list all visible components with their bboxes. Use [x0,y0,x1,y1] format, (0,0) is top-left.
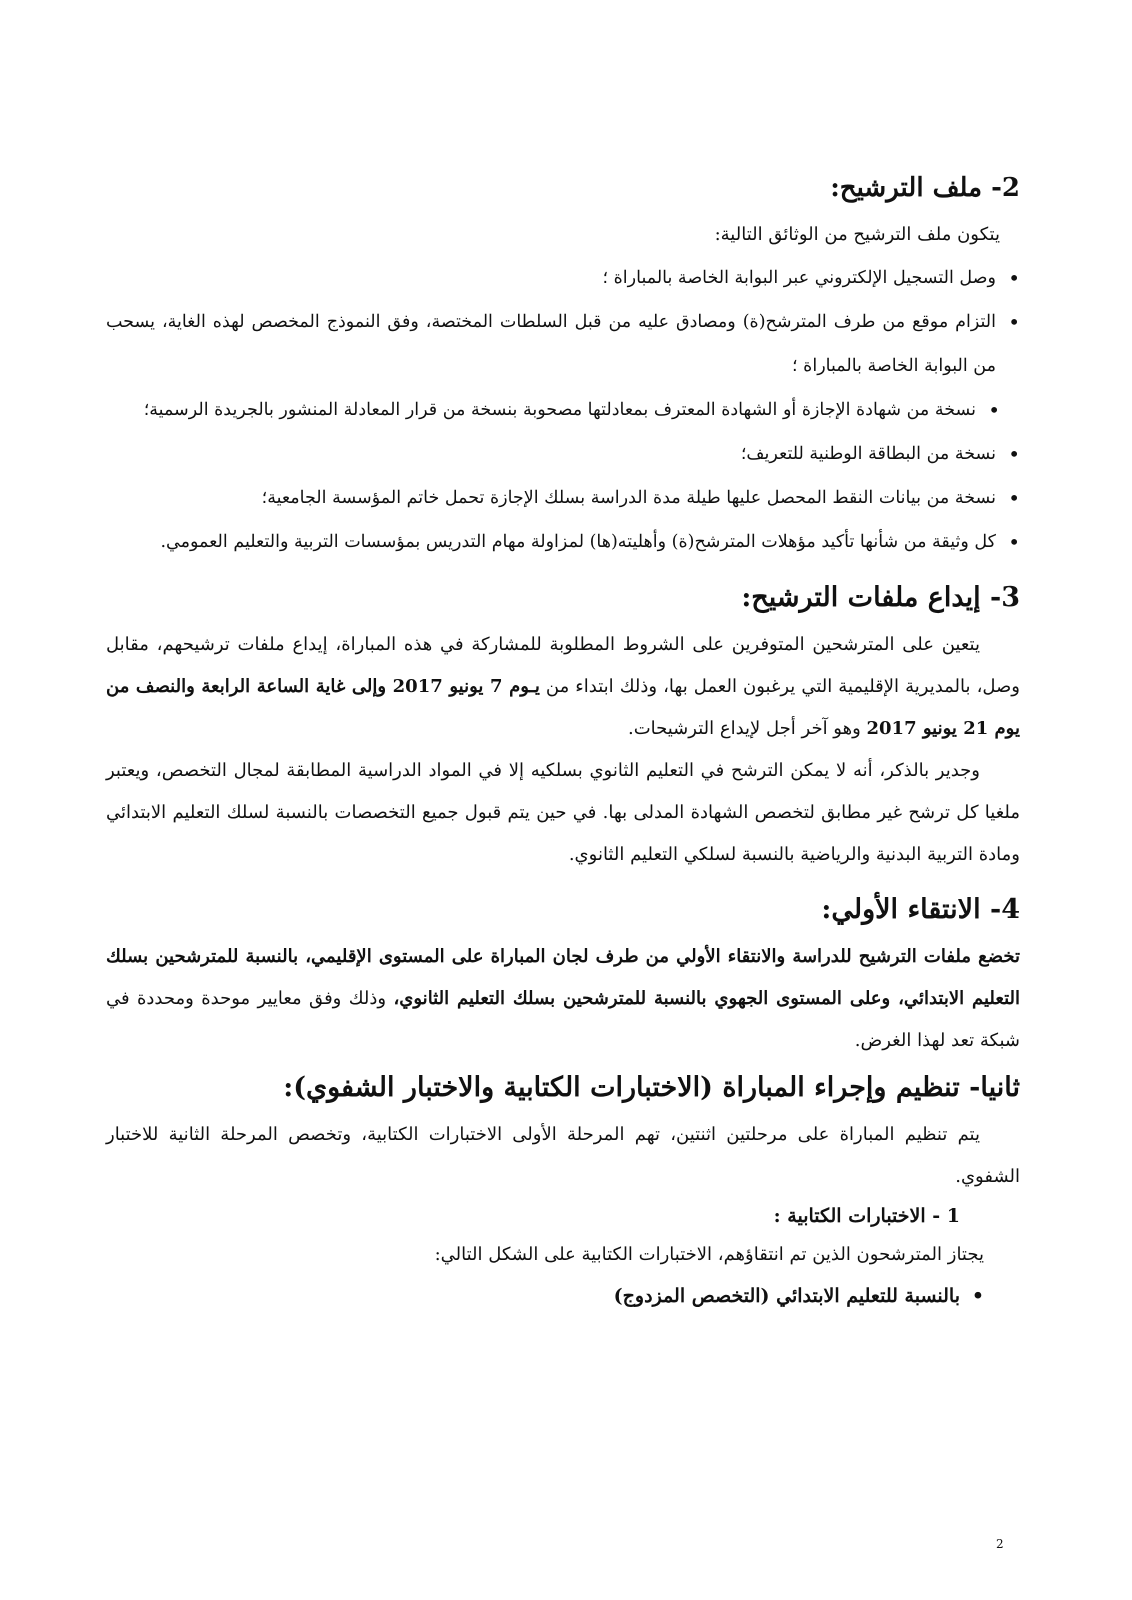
section-2-heading: 2- ملف الترشيح: [830,173,1020,203]
list-item: • التزام موقع من طرف المترشح(ة) ومصادق عليه من قبل السلطات المختصة، وفق النموذج المخصص لهذه الغاية، يسحب من البوابة الخاصة بالمباراة ؛ [106,300,1020,388]
section-3-paragraph-1: يتعين على المترشحين المتوفرين على الشروط المطلوبة للمشاركة في هذه المباراة، إيداع ملفات ترشيحهم، مقابل وصل، بالمديرية الإقليمية التي يرغبون العمل بها، وذلك ابتداء من يـوم 7 يونيو 2017 وإلى غاية الساعة الرابعة والنصف من يوم 21 يونيو 2017 وهو آخر أجل لإيداع الترشيحات. [106,634,1020,739]
page-number: 2 [996,1537,1004,1551]
bullet-icon: • [1008,310,1020,334]
bullet-icon: • [1008,486,1020,510]
bullet-icon: • [1008,266,1020,290]
list-item: • نسخة من البطاقة الوطنية للتعريف؛ [106,432,1020,476]
section-4-heading: 4- الانتقاء الأولي: [821,894,1020,925]
list-item: • وصل التسجيل الإلكتروني عبر البوابة الخاصة بالمباراة ؛ [106,256,1020,300]
written-exams-heading: 1 - الاختبارات الكتابية : [773,1205,960,1227]
document-page [106,168,1020,1316]
documents-list [106,256,1020,564]
bullet-icon: • [988,398,1000,422]
list-item: • نسخة من شهادة الإجازة أو الشهادة المعترف بمعادلتها مصحوبة بنسخة من قرار المعادلة المنشور بالجريدة الرسمية؛ [106,388,1020,432]
list-item: • نسخة من بيانات النقط المحصل عليها طيلة مدة الدراسة بسلك الإجازة تحمل خاتم المؤسسة الجامعية؛ [106,476,1020,520]
part-2-paragraph: يتم تنظيم المباراة على مرحلتين اثنتين، تهم المرحلة الأولى الاختبارات الكتابية، وتخصص المرحلة الثانية للاختبار الشفوي. [106,1124,1020,1187]
bullet-icon: • [1008,530,1020,554]
section-2-intro: يتكون ملف الترشيح من الوثائق التالية: [714,224,1000,245]
primary-education-bullet: • بالنسبة للتعليم الابتدائي (التخصص المزدوج) [106,1276,1020,1316]
bullet-icon: • [1008,442,1020,466]
written-exams-text: يجتاز المترشحون الذين تم انتقاؤهم، الاختبارات الكتابية على الشكل التالي: [434,1244,984,1265]
section-3-paragraph-2: وجدير بالذكر، أنه لا يمكن الترشح في التعليم الثانوي بسلكيه إلا في المواد الدراسية المطابقة لمجال التخصص، ويعتبر ملغيا كل ترشح غير مطابق لتخصص الشهادة المدلى بها. في حين يتم قبول جميع التخصصات بالنسبة لسلك التعليم الابتدائي ومادة التربية البدنية والرياضية بالنسبة لسلكي التعليم الثانوي. [106,760,1020,865]
bullet-icon: • [971,1285,984,1307]
part-2-heading: ثانيا- تنظيم وإجراء المباراة (الاختبارات الكتابية والاختبار الشفوي): [283,1072,1020,1103]
list-item: • كل وثيقة من شأنها تأكيد مؤهلات المترشح(ة) وأهليته(ها) لمزاولة مهام التدريس بمؤسسات التربية والتعليم العمومي. [106,520,1020,564]
section-3-heading: 3- إيداع ملفات الترشيح: [741,582,1020,613]
section-4-paragraph: تخضع ملفات الترشيح للدراسة والانتقاء الأولي من طرف لجان المباراة على المستوى الإقليمي، بالنسبة للمترشحين بسلك التعليم الابتدائي، وعلى المستوى الجهوي بالنسبة للمترشحين بسلك التعليم الثانوي، وذلك وفق معايير موحدة ومحددة في شبكة تعد لهذا الغرض. [106,946,1020,1051]
